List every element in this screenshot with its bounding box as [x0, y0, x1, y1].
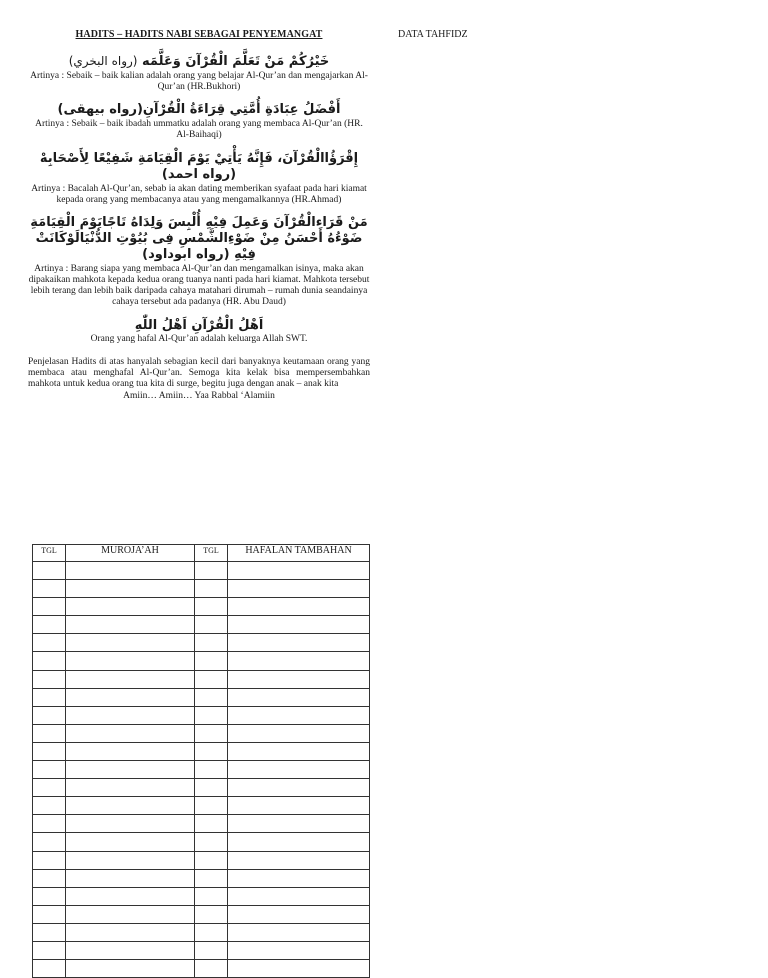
hadits-2-translation: Artinya : Sebaik – baik ibadah ummatku adalah orang yang membaca Al-Qur’an (HR. Al-Baihaqi) [35, 119, 363, 140]
hafalan-cell[interactable] [228, 670, 370, 688]
murojaah-cell[interactable] [66, 634, 195, 652]
tgl-cell[interactable] [195, 960, 228, 978]
hadits-2-arabic: أَفْضَلُ عِبَادَةِ أُمَّتِي قِرَاءَةُ الْقُرْآنِ(رواه بيهقى) [57, 102, 341, 117]
hafalan-cell[interactable] [228, 923, 370, 941]
table-row [33, 616, 370, 634]
hafalan-cell[interactable] [228, 706, 370, 724]
hadits-3-translation: Artinya : Bacalah Al-Qur’an, sebab ia akan dating memberikan syafaat pada hari kiamat kepada orang yang membacanya atau yang mengamalkannya (HR.Ahmad) [31, 184, 367, 205]
table-row [33, 779, 370, 797]
tgl-cell[interactable] [195, 887, 228, 905]
murojaah-cell[interactable] [66, 688, 195, 706]
hafalan-cell[interactable] [228, 634, 370, 652]
hadits-5-arabic: اَهْلُ الْقُرْآنِ اَهْلُ اللّٰهِ [134, 318, 264, 333]
table-row [33, 670, 370, 688]
hadits-4-translation: Artinya : Barang siapa yang membaca Al-Qur’an dan mengamalkan isinya, maka akan dipakaikan mahkota kepada kedua orang tuanya nanti pada hari kiamat. Mahkota tersebut lebih terang dan lebih baik daripada cahaya matahari dirumah – rumah dunia seandainya cahaya tersebut ada padanya (HR. Abu Daud) [28, 264, 370, 307]
hafalan-cell[interactable] [228, 887, 370, 905]
table-row [33, 634, 370, 652]
hafalan-cell[interactable] [228, 941, 370, 959]
hafalan-cell[interactable] [228, 562, 370, 580]
tgl-cell[interactable] [195, 905, 228, 923]
murojaah-cell[interactable] [66, 742, 195, 760]
tgl-cell[interactable] [195, 652, 228, 670]
hafalan-cell[interactable] [228, 851, 370, 869]
tgl-cell[interactable] [33, 562, 66, 580]
murojaah-cell[interactable] [66, 598, 195, 616]
hadits-5 [28, 318, 370, 345]
murojaah-cell[interactable] [66, 779, 195, 797]
murojaah-cell[interactable] [66, 815, 195, 833]
tgl-cell[interactable] [195, 815, 228, 833]
table-row [33, 598, 370, 616]
table-row [33, 887, 370, 905]
table-row [33, 652, 370, 670]
hafalan-cell[interactable] [228, 797, 370, 815]
tgl-cell[interactable] [33, 833, 66, 851]
murojaah-cell[interactable] [66, 869, 195, 887]
tgl-cell[interactable] [195, 869, 228, 887]
hafalan-cell[interactable] [228, 869, 370, 887]
closing-prayer: Amiin… Amiin… Yaa Rabbal ‘Alamiin [123, 390, 275, 401]
tgl-cell[interactable] [195, 761, 228, 779]
hafalan-cell[interactable] [228, 833, 370, 851]
col-header-tgl-2: TGL [195, 545, 228, 562]
table-header-row [33, 545, 370, 562]
tgl-cell[interactable] [195, 670, 228, 688]
murojaah-cell[interactable] [66, 941, 195, 959]
murojaah-cell[interactable] [66, 562, 195, 580]
tgl-cell[interactable] [33, 815, 66, 833]
table-row [33, 815, 370, 833]
col-header-murojaah: MUROJA’AH [66, 545, 195, 562]
col-header-tgl-1: TGL [33, 545, 66, 562]
hadits-1-translation: Artinya : Sebaik – baik kalian adalah orang yang belajar Al-Qur’an dan mengajarkan Al-Qur’an (HR.Bukhori) [30, 71, 368, 92]
hadits-4 [28, 215, 370, 308]
tgl-cell[interactable] [33, 887, 66, 905]
murojaah-cell[interactable] [66, 724, 195, 742]
murojaah-cell[interactable] [66, 580, 195, 598]
table-row [33, 869, 370, 887]
murojaah-cell[interactable] [66, 960, 195, 978]
murojaah-cell[interactable] [66, 616, 195, 634]
hadits-1 [28, 53, 370, 93]
tgl-cell[interactable] [33, 688, 66, 706]
col-header-hafalan-tambahan: HAFALAN TAMBAHAN [228, 545, 370, 562]
hafalan-cell[interactable] [228, 724, 370, 742]
tgl-cell[interactable] [33, 779, 66, 797]
tgl-cell[interactable] [195, 562, 228, 580]
hafalan-cell[interactable] [228, 960, 370, 978]
hafalan-cell[interactable] [228, 905, 370, 923]
tgl-cell[interactable] [33, 797, 66, 815]
hadits-1-arabic-text: خَيْرُكُمْ مَنْ تَعَلَّمَ الْقُرْآنَ وَعَلَّمَه [142, 54, 330, 69]
tgl-cell[interactable] [33, 869, 66, 887]
hafalan-cell[interactable] [228, 652, 370, 670]
tgl-cell[interactable] [195, 688, 228, 706]
hadits-5-translation: Orang yang hafal Al-Qur’an adalah keluarga Allah SWT. [90, 334, 308, 344]
table-row [33, 562, 370, 580]
tgl-cell[interactable] [195, 616, 228, 634]
tgl-cell[interactable] [195, 779, 228, 797]
table-row [33, 960, 370, 978]
tgl-cell[interactable] [33, 941, 66, 959]
table-row [33, 941, 370, 959]
tgl-cell[interactable] [33, 960, 66, 978]
tgl-cell[interactable] [33, 634, 66, 652]
table-row [33, 724, 370, 742]
tgl-cell[interactable] [195, 598, 228, 616]
tgl-cell[interactable] [195, 706, 228, 724]
murojaah-cell[interactable] [66, 923, 195, 941]
tgl-cell[interactable] [195, 742, 228, 760]
murojaah-cell[interactable] [66, 905, 195, 923]
hafalan-cell[interactable] [228, 815, 370, 833]
hafalan-cell[interactable] [228, 688, 370, 706]
table-row [33, 797, 370, 815]
hadits-3 [28, 151, 370, 206]
closing [28, 357, 370, 402]
murojaah-cell[interactable] [66, 670, 195, 688]
hadits-3-arabic: إِقْرَؤُاالْقُرْآنَ، فَإِنَّهُ يَأْتِيْ يَوْمَ الْقِيَامَةِ شَفِيْعًا لِأَصْحَابِهْ (رواه احمد) [39, 151, 359, 182]
tgl-cell[interactable] [33, 706, 66, 724]
hafalan-cell[interactable] [228, 580, 370, 598]
tgl-cell[interactable] [195, 797, 228, 815]
murojaah-cell[interactable] [66, 797, 195, 815]
table-row [33, 706, 370, 724]
tgl-cell[interactable] [195, 724, 228, 742]
murojaah-cell[interactable] [66, 851, 195, 869]
tgl-cell[interactable] [195, 923, 228, 941]
hafalan-cell[interactable] [228, 779, 370, 797]
tgl-cell[interactable] [195, 833, 228, 851]
tgl-cell[interactable] [33, 652, 66, 670]
table-row [33, 923, 370, 941]
murojaah-cell[interactable] [66, 761, 195, 779]
tgl-cell[interactable] [195, 580, 228, 598]
hafalan-cell[interactable] [228, 761, 370, 779]
tgl-cell[interactable] [33, 761, 66, 779]
hafalan-cell[interactable] [228, 742, 370, 760]
tgl-cell[interactable] [195, 851, 228, 869]
tgl-cell[interactable] [33, 598, 66, 616]
table-row [33, 742, 370, 760]
closing-paragraph: Penjelasan Hadits di atas hanyalah sebagian kecil dari banyaknya keutamaan orang yang membaca atau menghafal Al-Qur’an. Semoga kita kelak bisa mempersembahkan mahkota untuk kedua orang tua kita di surge, begitu juga dengan anak – anak kita [28, 357, 370, 390]
tgl-cell[interactable] [33, 670, 66, 688]
hafalan-cell[interactable] [228, 616, 370, 634]
hadits-2 [28, 102, 370, 141]
hadits-1-arabic [28, 53, 370, 70]
table-row [33, 833, 370, 851]
murojaah-cell[interactable] [66, 833, 195, 851]
data-tahfidz-title: DATA TAHFIDZ [398, 29, 468, 40]
tgl-cell[interactable] [33, 851, 66, 869]
table-row [33, 851, 370, 869]
tgl-cell[interactable] [33, 724, 66, 742]
tgl-cell[interactable] [33, 616, 66, 634]
hadits-4-arabic: مَنْ قَرَاءالْقُرْآنَ وَعَمِلَ فِيْهِ أُلْبِسَ وَلِدَاهُ تَاجًايَوْمَ الْقِيَامَةِ ضَوْءُهُ أَحْسَنُ مِنْ ضَوْءِالشَّمْسِ فِى بُيُوْتِ الدُّنْيَالَوْكَانَتْ فِيْهِ (رواه ابوداود) [30, 215, 368, 262]
tgl-cell[interactable] [33, 742, 66, 760]
table-row [33, 905, 370, 923]
tgl-cell[interactable] [195, 941, 228, 959]
table-row [33, 761, 370, 779]
hafalan-cell[interactable] [228, 598, 370, 616]
murojaah-cell[interactable] [66, 652, 195, 670]
tahfidz-log-table [32, 544, 370, 978]
tgl-cell[interactable] [33, 580, 66, 598]
page-title: HADITS – HADITS NABI SEBAGAI PENYEMANGAT [75, 29, 323, 40]
table-row [33, 580, 370, 598]
tgl-cell[interactable] [33, 923, 66, 941]
murojaah-cell[interactable] [66, 706, 195, 724]
tgl-cell[interactable] [33, 905, 66, 923]
table-body [33, 562, 370, 978]
table-row [33, 688, 370, 706]
tgl-cell[interactable] [195, 634, 228, 652]
hadits-1-arabic-ref: (رواه البخري) [68, 54, 138, 68]
murojaah-cell[interactable] [66, 887, 195, 905]
